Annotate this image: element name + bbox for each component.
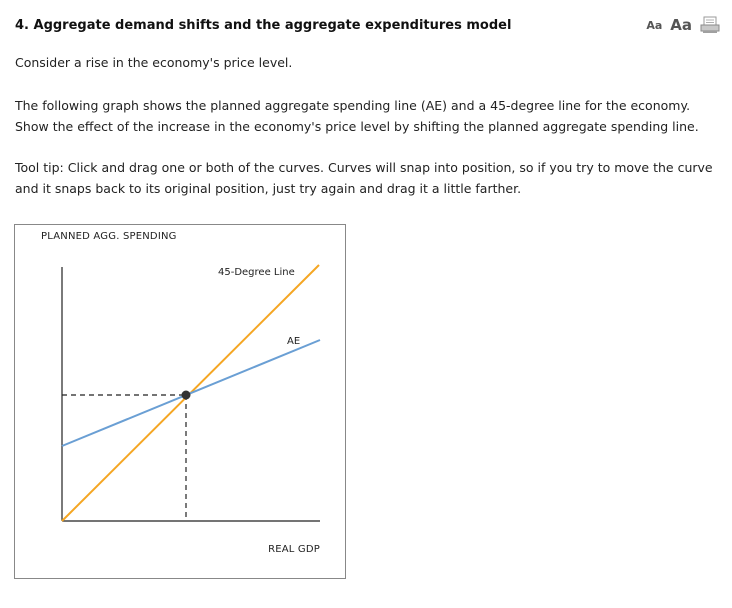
- equilibrium-point: [182, 391, 191, 400]
- graph-description: The following graph shows the planned aggregate spending line (AE) and a 45-degree line for the economy. Show the effect of the increase in the economy's price level by shifting the planned aggregate spending line.: [15, 98, 699, 134]
- graph-canvas: [15, 225, 345, 578]
- ae-label: AE: [287, 336, 301, 347]
- line-45-label: 45-Degree Line: [218, 267, 295, 278]
- prompt-text: Consider a rise in the economy's price level.: [15, 55, 293, 70]
- tool-tip-text: Tool tip: Click and drag one or both of the curves. Curves will snap into position, so if you try to move the curve and it snaps back to its original position, just try again and drag it a little farther.: [15, 160, 713, 196]
- increase-font-button[interactable]: Aa: [670, 16, 692, 34]
- y-axis-label: PLANNED AGG. SPENDING: [41, 231, 177, 242]
- question-title: 4. Aggregate demand shifts and the aggregate expenditures model: [15, 18, 512, 33]
- ae-line[interactable]: [62, 340, 320, 446]
- toolbar: [646, 16, 720, 34]
- print-icon[interactable]: [700, 16, 720, 34]
- decrease-font-button[interactable]: Aa: [646, 19, 663, 32]
- graph-panel: [14, 224, 346, 579]
- x-axis-label: REAL GDP: [268, 544, 320, 555]
